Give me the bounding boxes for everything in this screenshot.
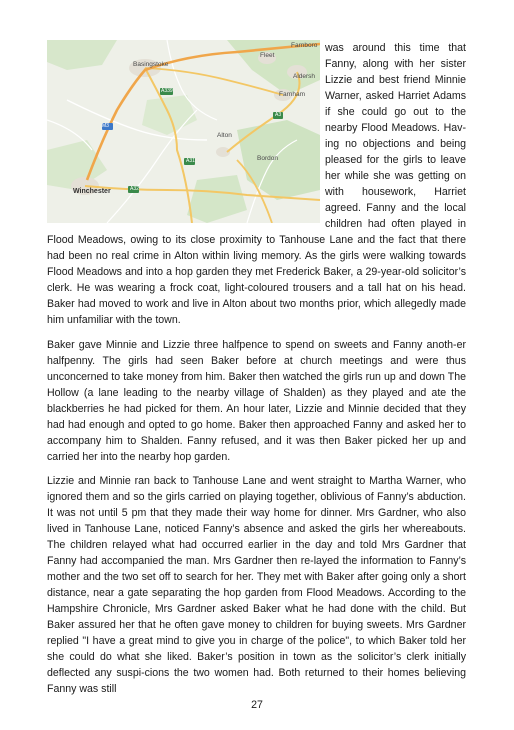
place-label-fleet: Fleet [260, 52, 275, 59]
place-label-alton: Alton [217, 132, 232, 139]
road-label-m3: M3 [102, 123, 109, 129]
place-label-aldershot: Aldersh [293, 73, 316, 80]
place-label-winchester: Winchester [73, 188, 111, 195]
area-map [47, 40, 320, 223]
place-label-farnham: Farnham [279, 91, 306, 98]
road-label-a32: A32 [130, 186, 139, 192]
paragraph-2: Baker gave Minnie and Lizzie three halfpence to spend on sweets and Fanny anoth-er halfpenny. The girls had seen Baker before at church meetings and were thus unconcerned to take money from him. Baker then watched the girls run up and down The Hollow (a lane leading to the nearby village of Shalden) as they played and ate the blackberries he had picked for them. An hour later, Lizzie and Minnie decided that they had had enough and opted to go home. Baker then approached Fanny and asked her to accompany him to Shalden. Fanny refused, and it was then Baker picked her up and carried her into the nearby hop garden. [47, 339, 466, 463]
road-label-a3: A3 [275, 112, 282, 118]
road-label-a339: A339 [161, 88, 173, 94]
place-label-farnborough: Farnboro [291, 42, 318, 49]
map-graphic [47, 40, 320, 223]
place-label-bordon: Bordon [257, 155, 278, 162]
paragraph-3: Lizzie and Minnie ran back to Tanhouse Lane and went straight to Martha Warner, who ignored them and so the girls carried on playing together, oblivious of Fanny’s abduction. It was not until 5 pm that they made their way home for dinner. Mrs Gardner, who also lived in Tanhouse Lane, noticed Fanny’s absence and asked the girls her whereabouts. The children relayed what had occurred earlier in the day and told Mrs Gardner that Fanny had accompanied the man. Mrs Gardner then re-layed the information to Fanny’s mother and the two set off to search for her. They met with Baker after going only a short distance, near a gate separating the hop garden from Flood Meadows. According to the Hampshire Chronicle, Mrs Gardner asked Baker what he had done with the child. But Baker assured her that he often gave money to children for buying sweets. Mrs Gardner replied "I have a great mind to give you in charge of the police", to which Baker told her she could do what she liked. Baker’s position in town as the solicitor’s clerk initially deflected any suspi-cions the two women had. Both returned to their homes believing Fanny was still [47, 475, 466, 695]
paragraph-1: was around this time that Fanny, along with her sister Lizzie and best friend Minnie Warner, asked Harriet Adams if she could go out to the nearby Flood Meadows. Hav-ing no objections and being pleased for the girls to leave her while she was getting on with housework, Harriet agreed. Fanny and the local children had often played in Flood Meadows, owing to its close proximity to Tanhouse Lane and the fact that there had been no real crime in Alton within living memory. As the girls were walking towards Flood Meadows and into a hop garden they met Frederick Baker, a 29-year-old solicitor’s clerk. He was wearing a frock coat, light-coloured trousers and a tall hat on his head. Baker had moved to work and live in Alton about two months prior, which allegedly made him unfamiliar with the town. [47, 42, 466, 326]
place-label-basingstoke: Basingstoke [133, 61, 169, 68]
page-number: 27 [251, 699, 263, 711]
road-label-a31: A31 [186, 158, 195, 164]
